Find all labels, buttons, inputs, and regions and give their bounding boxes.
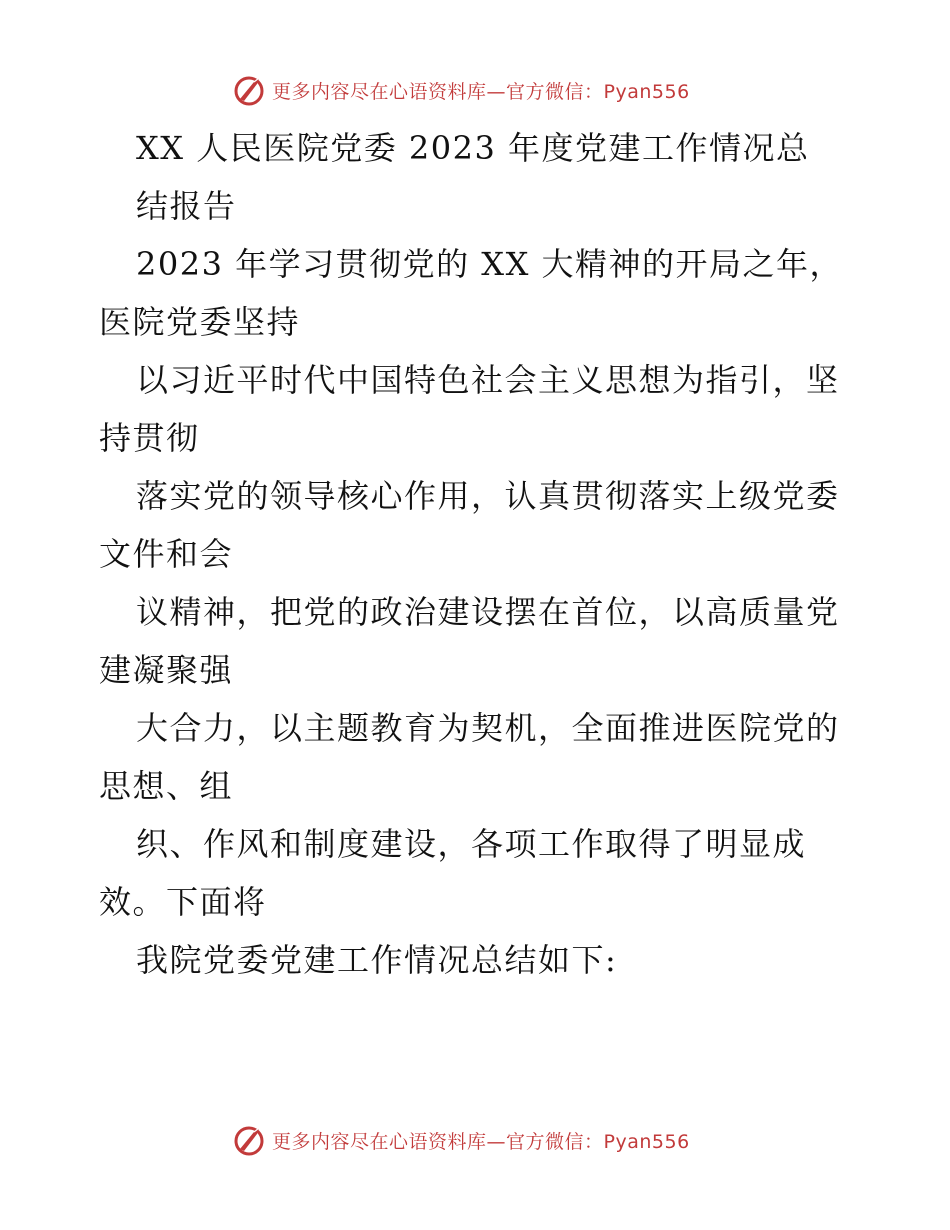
watermark-label: 官方微信： <box>506 1130 604 1153</box>
body-line: 医院党委坚持 <box>99 303 301 341</box>
watermark-id: Pyan556 <box>603 80 690 103</box>
body-line: 我院党委党建工作情况总结如下: <box>136 941 618 979</box>
body-line: 落实党的领导核心作用，认真贯彻落实上级党委 <box>136 477 840 515</box>
pen-logo-icon <box>232 72 268 108</box>
body-line: 议精神，把党的政治建设摆在首位，以高质量党 <box>136 593 840 631</box>
body-line: 大合力，以主题教育为契机，全面推进医院党的 <box>136 709 840 747</box>
document-title-line-2: 结报告 <box>136 187 237 225</box>
watermark-label: 官方微信： <box>506 80 604 103</box>
body-line: 织、作风和制度建设，各项工作取得了明显成 <box>136 825 807 863</box>
watermark-id: Pyan556 <box>603 1130 690 1153</box>
watermark-separator: — <box>486 1130 507 1153</box>
pen-logo-icon <box>232 1122 268 1158</box>
document-title-line-1: XX 人民医院党委 2023 年度党建工作情况总 <box>136 129 810 167</box>
body-line: 建凝聚强 <box>99 651 234 689</box>
watermark-main: 更多内容尽在心语资料库 <box>272 80 487 103</box>
body-line: 思想、组 <box>99 767 234 805</box>
watermark-text <box>272 1127 690 1154</box>
body-line: 效。下面将 <box>99 883 267 921</box>
footer-watermark <box>232 1120 690 1160</box>
header-watermark <box>232 70 690 110</box>
body-line: 以习近平时代中国特色社会主义思想为指引，坚 <box>136 361 840 399</box>
watermark-text <box>272 77 690 104</box>
body-line: 2023 年学习贯彻党的 XX 大精神的开局之年， <box>136 245 844 283</box>
watermark-main: 更多内容尽在心语资料库 <box>272 1130 487 1153</box>
watermark-separator: — <box>486 80 507 103</box>
body-line: 持贯彻 <box>99 419 200 457</box>
body-line: 文件和会 <box>99 535 234 573</box>
